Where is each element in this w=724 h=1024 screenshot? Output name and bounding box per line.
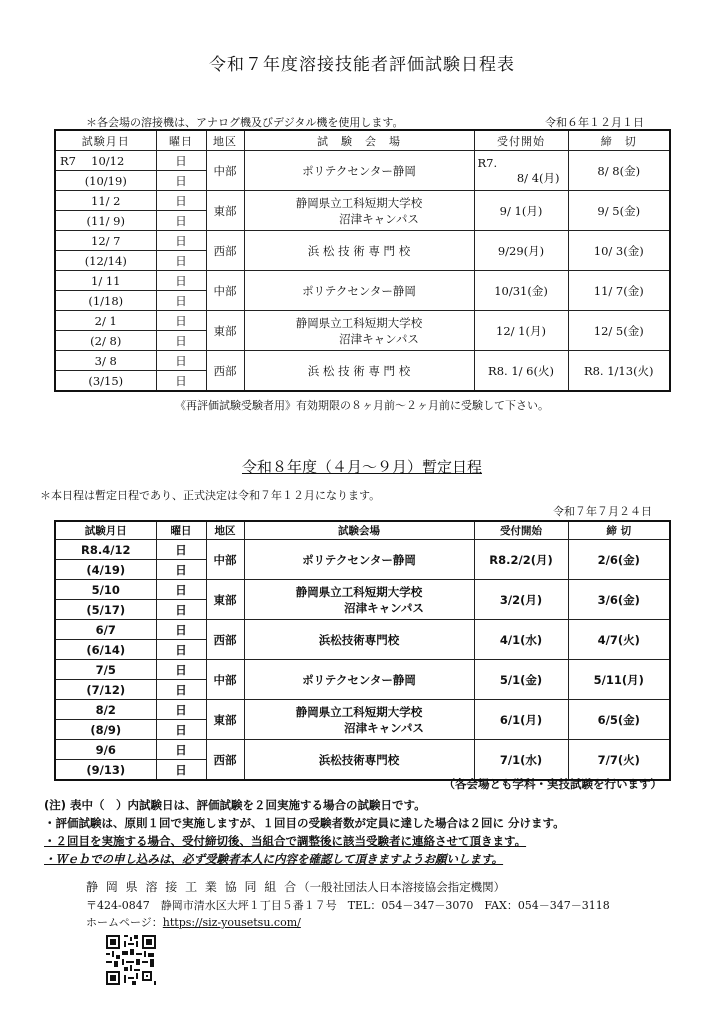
venue: ポリテクセンター静岡	[244, 271, 474, 311]
venue	[244, 311, 474, 351]
table-row	[55, 351, 670, 371]
deadline: 5/11(月)	[568, 660, 670, 700]
venue	[244, 700, 474, 740]
venue	[244, 580, 474, 620]
note-line: ・評価試験は、原則１回で実施しますが、１回目の受験者数が定員に達した場合は２回に 分けます。	[44, 816, 565, 830]
exam-day: 日	[156, 251, 206, 271]
exam-date: 6/7	[55, 620, 156, 640]
exam-date: (6/14)	[55, 640, 156, 660]
region: 中部	[206, 151, 244, 191]
exam-day: 日	[156, 331, 206, 351]
deadline: 3/6(金)	[568, 580, 670, 620]
deadline: 2/6(金)	[568, 540, 670, 580]
exam-day: 日	[156, 640, 206, 660]
exam-date: 5/10	[55, 580, 156, 600]
homepage-line	[86, 914, 301, 930]
org-address: 〒424-0847 静岡市清水区大坪１丁目５番１７号 TEL：054－347－3070 FAX：054－347－3118	[86, 899, 610, 912]
note-line: (注) 表中（ ）内試験日は、評価試験を２回実施する場合の試験日です。	[44, 798, 426, 812]
region: 東部	[206, 700, 244, 740]
issue-date: 令和６年１２月１日	[545, 116, 644, 129]
exam-day: 日	[156, 660, 206, 680]
exam-day: 日	[156, 620, 206, 640]
table-row	[55, 660, 670, 680]
organization-name	[86, 878, 505, 895]
region: 西部	[206, 231, 244, 271]
receipt-start: 12/ 1(月)	[474, 311, 568, 351]
tentative-date: 令和７年７月２４日	[553, 505, 652, 518]
receipt-start: R8. 1/ 6(火)	[474, 351, 568, 392]
header-cell: 試験会場	[244, 521, 474, 540]
receipt-start: 3/2(月)	[474, 580, 568, 620]
venue: ポリテクセンター静岡	[244, 660, 474, 700]
region: 東部	[206, 191, 244, 231]
table-row	[55, 271, 670, 291]
venue-line: 沼津キャンパス	[344, 720, 424, 735]
venue: ポリテクセンター静岡	[244, 540, 474, 580]
exam-day: 日	[156, 700, 206, 720]
region: 西部	[206, 740, 244, 781]
exam-day: 日	[156, 151, 206, 171]
deadline: 9/ 5(金)	[568, 191, 670, 231]
exam-date: (7/12)	[55, 680, 156, 700]
exam-date: (8/9)	[55, 720, 156, 740]
exam-date: (2/ 8)	[55, 331, 156, 351]
exam-date: (10/19)	[55, 171, 156, 191]
receipt-start: 7/1(水)	[474, 740, 568, 781]
exam-date: (5/17)	[55, 600, 156, 620]
homepage-link[interactable]: https://siz-yousetsu.com/	[162, 916, 301, 929]
exam-date: (9/13)	[55, 760, 156, 781]
table-header	[55, 130, 670, 151]
venue-line: 沼津キャンパス	[339, 211, 419, 226]
exam-day: 日	[156, 351, 206, 371]
exam-day: 日	[156, 271, 206, 291]
header-cell: 受付開始	[474, 130, 568, 151]
receipt-start: 6/1(月)	[474, 700, 568, 740]
receipt-start: 9/ 1(月)	[474, 191, 568, 231]
header-cell: 締 切	[568, 130, 670, 151]
venue-line: 静岡県立工科短期大学校	[295, 315, 423, 330]
deadline: 6/5(金)	[568, 700, 670, 740]
exam-day: 日	[156, 171, 206, 191]
welder-note: ＊各会場の溶接機は、アナログ機及びデジタル機を使用します。	[86, 116, 404, 129]
table-row	[55, 700, 670, 720]
exam-date: (12/14)	[55, 251, 156, 271]
deadline: 10/ 3(金)	[568, 231, 670, 271]
venue: 浜 松 技 術 専 門 校	[244, 351, 474, 392]
table-row	[55, 740, 670, 760]
deadline: 8/ 8(金)	[568, 151, 670, 191]
exam-date: 1/ 11	[55, 271, 156, 291]
region: 西部	[206, 351, 244, 392]
receipt-start: R8.2/2(月)	[474, 540, 568, 580]
exam-date: (4/19)	[55, 560, 156, 580]
exam-day: 日	[156, 720, 206, 740]
venue: 浜松技術専門校	[244, 620, 474, 660]
venue	[244, 191, 474, 231]
exam-day: 日	[156, 211, 206, 231]
homepage-label: ホームページ：	[86, 916, 163, 929]
receipt-start: 9/29(月)	[474, 231, 568, 271]
receipt-start: 5/1(金)	[474, 660, 568, 700]
header-cell: 地区	[206, 130, 244, 151]
exam-date: 7/5	[55, 660, 156, 680]
header-cell: 締 切	[568, 521, 670, 540]
venue: 浜松技術専門校	[244, 740, 474, 781]
exam-day: 日	[156, 291, 206, 311]
revalidation-note: 《再評価試験受験者用》有効期限の８ヶ月前～２ヶ月前に受験して下さい。	[175, 399, 549, 412]
region: 東部	[206, 311, 244, 351]
deadline: R8. 1/13(火)	[568, 351, 670, 392]
region: 西部	[206, 620, 244, 660]
region: 中部	[206, 271, 244, 311]
schedule-table-r8	[54, 520, 671, 781]
header-cell: 曜日	[156, 130, 206, 151]
exam-date: 11/ 2	[55, 191, 156, 211]
deadline: 11/ 7(金)	[568, 271, 670, 311]
exam-date: R7 10/12	[55, 151, 156, 171]
exam-day: 日	[156, 540, 206, 560]
deadline: 4/7(火)	[568, 620, 670, 660]
table-row	[55, 580, 670, 600]
venue: 浜 松 技 術 専 門 校	[244, 231, 474, 271]
exam-date: (3/15)	[55, 371, 156, 392]
exam-day: 日	[156, 231, 206, 251]
schedule-table-r7	[54, 129, 671, 392]
header-cell: 試 験 会 場	[244, 130, 474, 151]
exam-day: 日	[156, 371, 206, 392]
venue-line: 静岡県立工科短期大学校	[295, 195, 423, 210]
exam-content-note: （各会場とも学科・実技試験を行います）	[443, 777, 662, 791]
table-row	[55, 151, 670, 171]
exam-date: 3/ 8	[55, 351, 156, 371]
exam-date: 12/ 7	[55, 231, 156, 251]
table-row	[55, 540, 670, 560]
exam-date: 9/6	[55, 740, 156, 760]
receipt-start: 4/1(水)	[474, 620, 568, 660]
note-line: ・２回目を実施する場合、受付締切後、当組合で調整後に該当受験者に連絡させて頂きます。	[44, 834, 527, 848]
receipt-start	[474, 151, 568, 191]
receipt-start: 10/31(金)	[474, 271, 568, 311]
receipt-year: R7.	[477, 155, 498, 170]
header-cell: 受付開始	[474, 521, 568, 540]
tentative-note: ＊本日程は暫定日程であり、正式決定は令和７年１２月になります。	[40, 489, 381, 502]
venue-line: 沼津キャンパス	[339, 331, 419, 346]
exam-day: 日	[156, 680, 206, 700]
venue: ポリテクセンター静岡	[244, 151, 474, 191]
region: 東部	[206, 580, 244, 620]
deadline: 7/7(火)	[568, 740, 670, 781]
region: 中部	[206, 540, 244, 580]
exam-day: 日	[156, 740, 206, 760]
receipt-date: 8/ 4(月)	[516, 170, 560, 185]
header-cell: 試験月日	[55, 130, 156, 151]
venue-line: 沼津キャンパス	[344, 600, 424, 615]
deadline: 12/ 5(金)	[568, 311, 670, 351]
table-header	[55, 521, 670, 540]
table-row	[55, 231, 670, 251]
tentative-title: 令和８年度（４月～９月）暫定日程	[241, 458, 482, 476]
exam-date: (1/18)	[55, 291, 156, 311]
exam-day: 日	[156, 580, 206, 600]
exam-date: 8/2	[55, 700, 156, 720]
exam-day: 日	[156, 560, 206, 580]
exam-date: R8.4/12	[55, 540, 156, 560]
venue-line: 静岡県立工科短期大学校	[295, 584, 423, 599]
venue-line: 静岡県立工科短期大学校	[295, 704, 423, 719]
qr-code-icon[interactable]	[104, 933, 158, 987]
region: 中部	[206, 660, 244, 700]
exam-day: 日	[156, 311, 206, 331]
exam-day: 日	[156, 191, 206, 211]
table-row	[55, 311, 670, 331]
exam-date: 2/ 1	[55, 311, 156, 331]
exam-date: (11/ 9)	[55, 211, 156, 231]
header-cell: 地区	[206, 521, 244, 540]
note-line: ・Ｗｅｂでの申し込みは、必ず受験者本人に内容を確認して頂きますようお願いします。	[44, 852, 504, 866]
exam-day: 日	[156, 600, 206, 620]
org-subtitle: （一般社団法人日本溶接協会指定機関）	[298, 880, 506, 894]
header-cell: 曜日	[156, 521, 206, 540]
exam-day: 日	[156, 760, 206, 781]
schedule-title: 令和７年度溶接技能者評価試験日程表	[209, 55, 515, 75]
header-cell: 試験月日	[55, 521, 156, 540]
table-row	[55, 620, 670, 640]
table-row	[55, 191, 670, 211]
org-name: 静 岡 県 溶 接 工 業 協 同 組 合	[86, 880, 299, 894]
